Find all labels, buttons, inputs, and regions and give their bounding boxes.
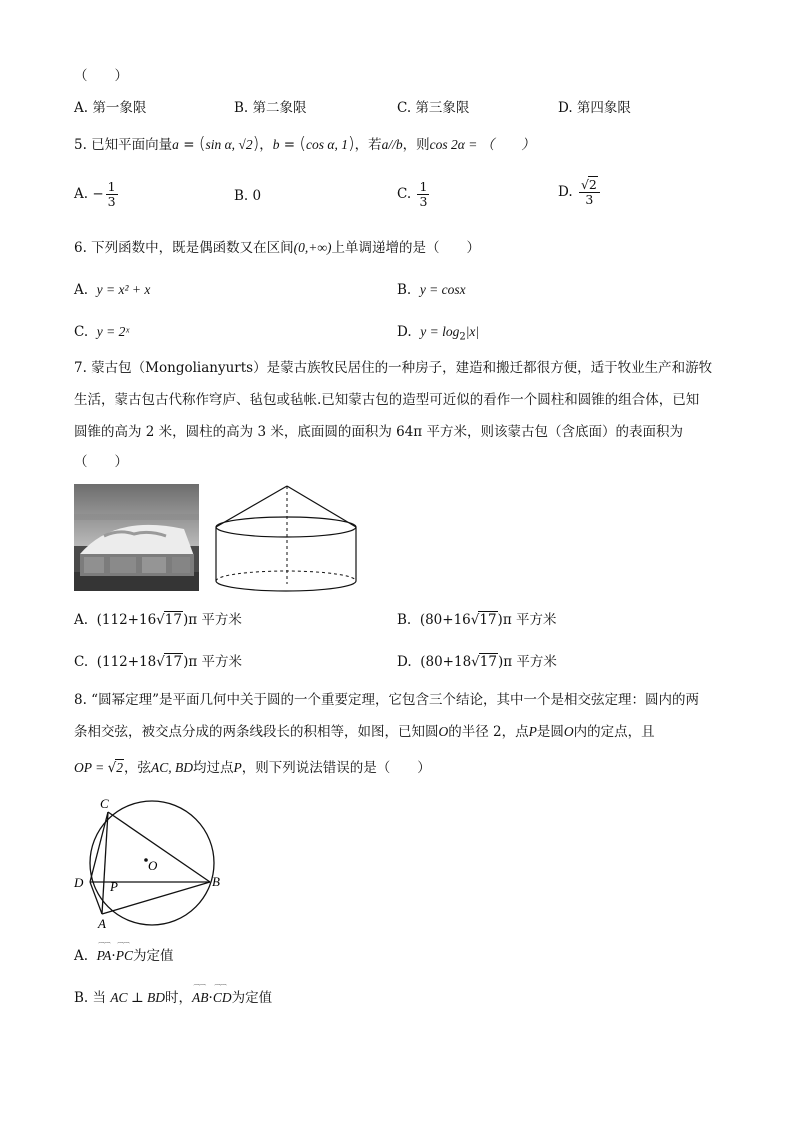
circle-diagram (70, 792, 230, 932)
q8-line-1: 8. “圆幂定理”是平面几何中关于圆的一个重要定理，它包含三个结论，其中一个是相交弦定理：圆内的两 (74, 692, 699, 708)
q5-option-b: B. 0 (234, 188, 262, 204)
q7-line-2: 生活，蒙古包古代称作穹庐、毡包或毡帐.已知蒙古包的造型可近似的看作一个圆柱和圆锥的组合体，已知 (74, 392, 700, 408)
bottom-back-arc (216, 571, 356, 581)
yurt-diagram (212, 484, 362, 596)
q6-option-d: D. $y = \log_2|x|$ (397, 324, 480, 343)
q8-line-2: 条相交弦，被交点分成的两条线段长的积相等，如图，已知圆O的半径 2，点P是圆O内的定点，且 (74, 724, 655, 740)
label-p: P (110, 879, 118, 894)
q7-line-3: 圆锥的高为 2 米，圆柱的高为 3 米，底面圆的面积为 64π 平方米，则该蒙古包（含底面）的表面积为 (74, 424, 683, 440)
bottom-front-arc (216, 581, 356, 591)
q8-line-3: OP = √2，弦AC, BD均过点P，则下列说法错误的是（ ） (74, 760, 431, 776)
q7-option-c: C. (112+18√17)π 平方米 (74, 654, 242, 670)
cone-right-edge (287, 486, 356, 527)
label-a: A (98, 916, 106, 931)
q7-paren: （ ） (74, 454, 128, 470)
q4-option-b: B. 第二象限 (234, 100, 307, 116)
q4-option-c: C. 第三象限 (397, 100, 470, 116)
label-c: C (100, 796, 109, 811)
q8-option-b: B. 当 AC ⊥ BD时，⌒⌒ AB·⌒⌒ CD为定值 (74, 988, 272, 1008)
q5-option-c: C. $\frac{1}{3}$ (397, 179, 428, 209)
q4-option-a: A. 第一象限 (74, 100, 147, 116)
q4-paren: （ ） (74, 68, 128, 84)
label-d: D (74, 875, 84, 890)
q6-option-a: A. y = x² + x (74, 282, 151, 298)
chord-cb (108, 812, 210, 882)
chord-ca (102, 812, 108, 914)
q4-option-d: D. 第四象限 (558, 100, 631, 116)
q8-option-a: A. ⌒⌒ PA·⌒⌒ PC为定值 (74, 946, 173, 966)
vector-a: a (172, 137, 179, 152)
q5-option-d: D. $\frac{√2}{3}$ (558, 178, 602, 207)
q6-option-c: C. y = 2ˣ (74, 324, 130, 340)
q7-option-a: A. (112+16√17)π 平方米 (74, 612, 242, 628)
q7-option-d: D. (80+18√17)π 平方米 (397, 654, 557, 670)
q6-stem: 6. 下列函数中，既是偶函数又在区间(0,+∞)上单调递增的是（ ） (74, 240, 481, 256)
q7-option-b: B. (80+16√17)π 平方米 (397, 612, 557, 628)
q5-stem: 5. 已知平面向量a = (sin α, √2)，b = (cos α, 1)，若a//b，则cos 2α = （ ） (74, 134, 535, 154)
q7-line-1: 7. 蒙古包（Mongolianyurts）是蒙古族牧民居住的一种房子，建造和搬迁都很方便，适于牧业生产和游牧 (74, 360, 713, 376)
label-o: O (148, 858, 158, 873)
q5-option-a: A. − $\frac{1}{3}$ (74, 179, 116, 209)
cone-left-edge (216, 486, 287, 527)
q6-option-b: B. y = cosx (397, 282, 466, 298)
top-ellipse (216, 517, 356, 537)
vector-b: b (272, 137, 280, 152)
yurt-photo (74, 484, 199, 591)
label-b: B (212, 874, 220, 889)
